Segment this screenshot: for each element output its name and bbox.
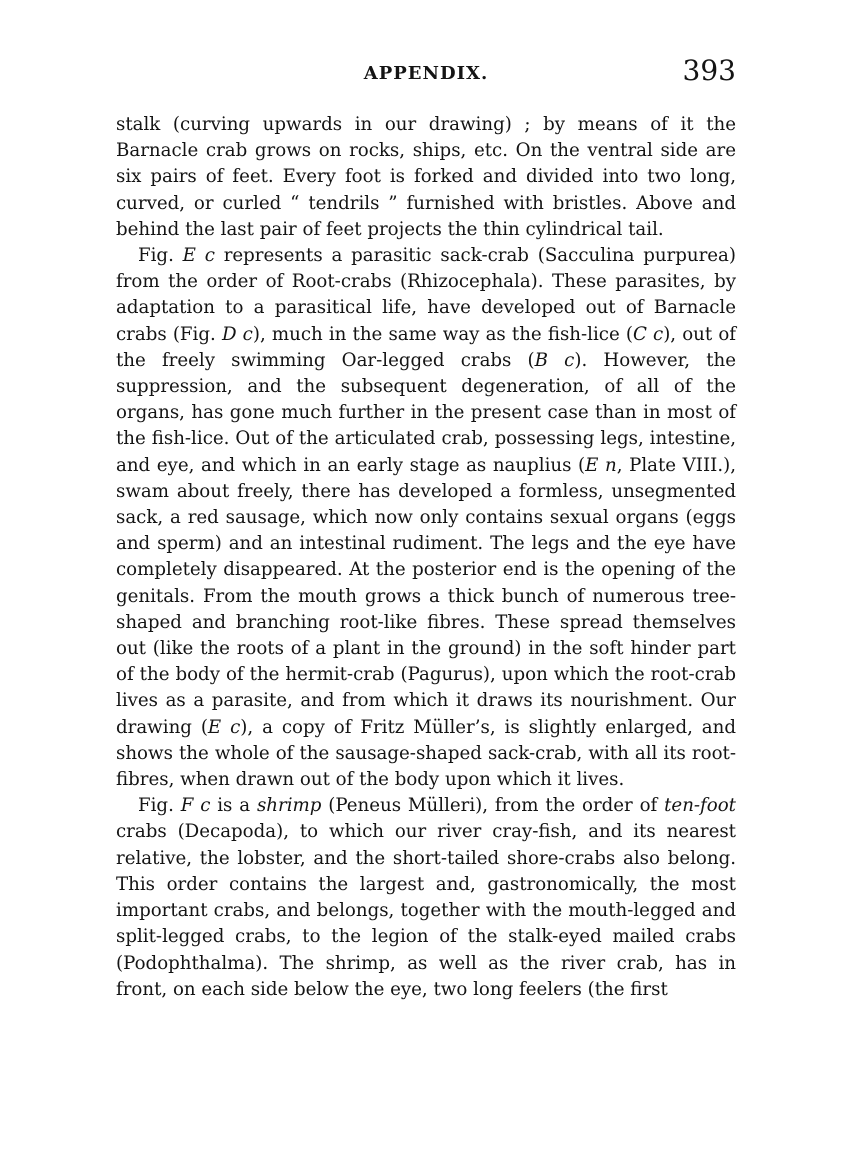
italic-text: D c (221, 323, 253, 345)
italic-text: E c (182, 245, 215, 267)
text-run: represents a parasitic sack-crab (Sacculina purpurea) from the order of Root-crabs (Rhizocephala). These parasites, by adaptation to a parasitical life, have developed out of Barnacle crabs (Fig. (116, 245, 736, 345)
italic-text: C c (632, 323, 664, 345)
italic-text: F c (180, 795, 211, 817)
text-run: ). However, the suppression, and the subsequent degeneration, of all of the organs, has gone much further in the present case than in most of the fish-lice. Out of the articulated crab, possessing legs, intestine, and eye, and which in an early stage as nauplius ( (116, 349, 737, 476)
book-page (116, 54, 737, 1003)
paragraph (116, 793, 736, 1003)
italic-text: ten-foot (664, 795, 736, 817)
italic-text: B c (534, 349, 575, 371)
running-head (116, 54, 736, 100)
running-head-title: APPENDIX. (363, 63, 489, 84)
body-text (116, 112, 736, 1003)
text-run: Fig. (138, 795, 181, 817)
text-run: (Peneus Mülleri), from the order of (321, 795, 665, 817)
text-run: stalk (curving upwards in our drawing) ; by means of it the Barnacle crab grows on rocks, ships, etc. On the ventral side are six pairs of feet. Every foot is forked and divided into two long, curved, or curled “ tendrils ” furnished with bristles. Above and behind the last pair of feet projects the thin cylindrical tail. (116, 114, 736, 240)
text-run: ), out of the freely swimming Oar-legged crabs ( (116, 323, 737, 371)
italic-text: E c (207, 716, 241, 738)
text-run: is a (210, 795, 257, 817)
paragraph (116, 243, 736, 793)
text-run: crabs (Decapoda), to which our river cray-fish, and its nearest relative, the lobster, and the short-tailed shore-crabs also belong. This order contains the largest and, gastronomically, the most important crabs, and belongs, together with the mouth-legged and split-legged crabs, to the legion of the stalk-eyed mailed crabs (Podophthalma). The shrimp, as well as the river crab, has in front, on each side below the eye, two long feelers (the first (116, 821, 736, 1000)
paragraph (116, 112, 736, 243)
text-run: ), a copy of Fritz Müller’s, is slightly enlarged, and shows the whole of the sausage-shaped sack-crab, with all its root-fibres, when drawn out of the body upon which it lives. (116, 716, 736, 791)
text-run: , Plate VIII.), swam about freely, there has developed a formless, unsegmented sack, a red sausage, which now only contains sexual organs (eggs and sperm) and an intestinal rudiment. The legs and the eye have completely disappeared. At the posterior end is the opening of the genitals. From the mouth grows a thick bunch of numerous tree-shaped and branching root-like fibres. These spread themselves out (like the roots of a plant in the ground) in the soft hinder part of the body of the hermit-crab (Pagurus), upon which the root-crab lives as a parasite, and from which it draws its nourishment. Our drawing ( (116, 454, 736, 738)
text-run: Fig. (138, 245, 183, 267)
italic-text: shrimp (256, 795, 322, 817)
page-number: 393 (682, 54, 736, 87)
italic-text: E n (585, 454, 617, 476)
text-run: ), much in the same way as the fish-lice ( (252, 323, 633, 345)
